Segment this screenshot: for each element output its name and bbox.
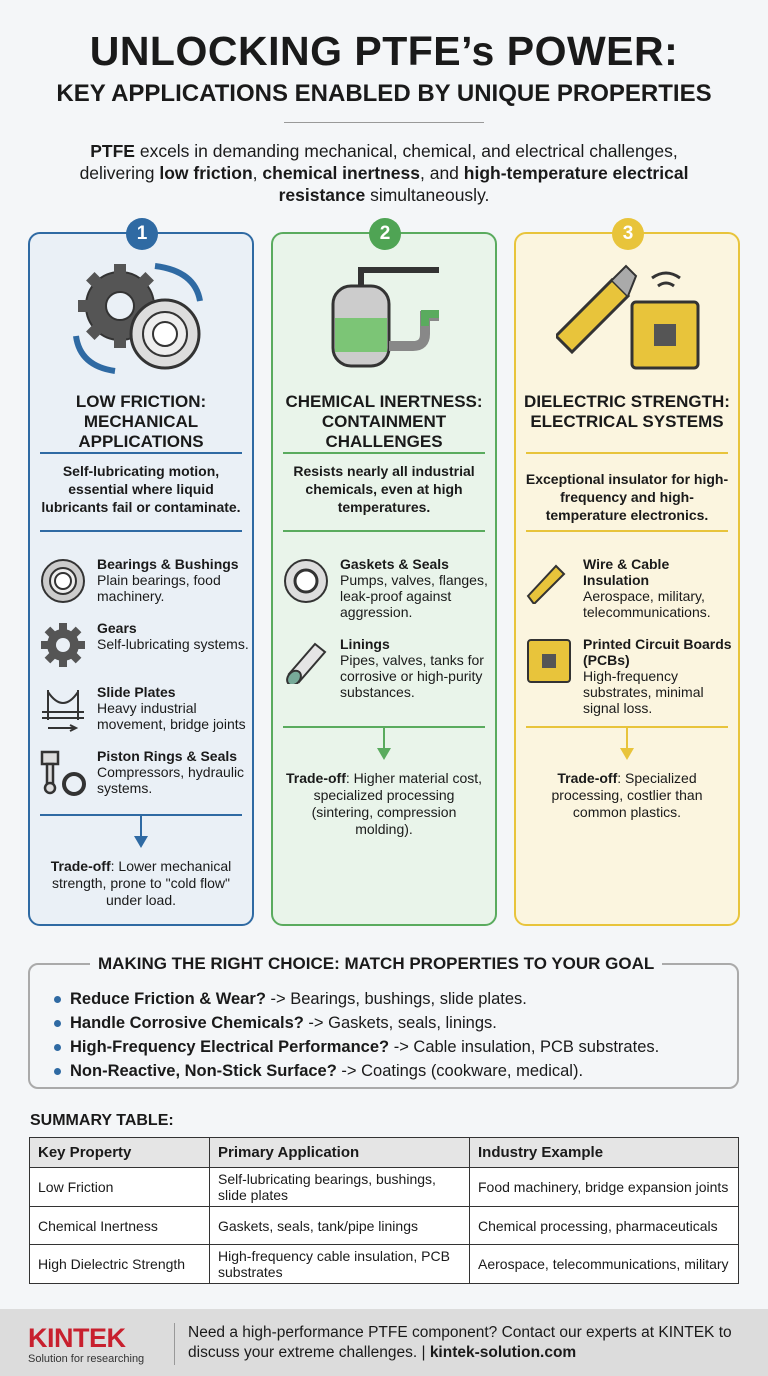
cable-chip-icon (556, 256, 702, 376)
intro-bold: high-temperature electrical resistance (278, 163, 689, 205)
recommendation: -> Coatings (cookware, medical). (336, 1062, 584, 1080)
page-subtitle: KEY APPLICATIONS ENABLED BY UNIQUE PROPERTIES (56, 80, 712, 107)
page-title: UNLOCKING PTFE’s POWER: (89, 28, 679, 74)
item-description: Plain bearings, food machinery. (97, 572, 221, 604)
list-item (70, 1011, 659, 1035)
item-description: Pumps, valves, flanges, leak-proof against aggression. (340, 572, 488, 620)
table-row (30, 1245, 739, 1284)
item-title: Gears (97, 620, 137, 636)
intro-part: excels in demanding mechanical, chemical, and electrical challenges, delivering (79, 141, 678, 183)
table-cell: High-frequency cable insulation, PCB substrates (210, 1245, 470, 1284)
tradeoff-text (40, 858, 242, 909)
divider (40, 530, 242, 532)
pcb-icon (526, 638, 572, 684)
tradeoff-body: : Specialized processing, costlier than common plastics. (551, 770, 703, 820)
card-description: Self-lubricating motion, essential where liquid lubricants fail or contaminate. (41, 463, 241, 515)
gears-bearing-icon (70, 256, 216, 376)
item-title: Wire & Cable Insulation (583, 556, 670, 588)
footer (0, 1309, 768, 1376)
recommendation: -> Cable insulation, PCB substrates. (389, 1038, 660, 1056)
card-title: LOW FRICTION: MECHANICAL APPLICATIONS (75, 392, 207, 451)
intro-text (60, 140, 708, 206)
website-link[interactable]: kintek-solution.com (429, 1344, 577, 1361)
divider (526, 452, 728, 454)
intro-bold: low friction (159, 163, 253, 183)
tradeoff-label: Trade-off (285, 770, 346, 786)
list-item (70, 1035, 659, 1059)
table-row (30, 1207, 739, 1245)
summary-table (29, 1137, 739, 1284)
arrow-down-icon (626, 728, 628, 750)
footer-message (188, 1323, 758, 1363)
arrow-head-icon (134, 836, 148, 848)
item-title: Bearings & Bushings (97, 556, 239, 572)
column-header: Industry Example (470, 1138, 739, 1168)
divider (40, 452, 242, 454)
recommendation: -> Gaskets, seals, linings. (303, 1014, 497, 1032)
table-header (30, 1138, 739, 1168)
intro-part: simultaneously. (365, 185, 490, 205)
arrow-down-icon (383, 728, 385, 750)
intro-bold: chemical inertness (262, 163, 420, 183)
table-cell: Self-lubricating bearings, bushings, slide plates (210, 1168, 470, 1207)
arrow-down-icon (140, 816, 142, 838)
goal: Handle Corrosive Chemicals? (70, 1014, 304, 1032)
table-cell: Aerospace, telecommunications, military (470, 1245, 739, 1284)
table-row (30, 1168, 739, 1207)
table-cell: Chemical Inertness (30, 1207, 210, 1245)
footer-text: Need a high-performance PTFE component? Contact our experts at KINTEK to discuss your extreme challenges. | (188, 1324, 732, 1361)
piston-icon (40, 750, 86, 796)
table-cell: High Dielectric Strength (30, 1245, 210, 1284)
choice-list (70, 987, 659, 1083)
item-description: Self-lubricating systems. (97, 636, 249, 652)
goal: High-Frequency Electrical Performance? (70, 1038, 390, 1056)
item-description: Pipes, valves, tanks for corrosive or high-purity substances. (340, 652, 484, 700)
divider (174, 1323, 175, 1365)
divider (526, 530, 728, 532)
tradeoff-body: : Higher material cost, specialized processing (sintering, compression molding). (311, 770, 483, 837)
gasket-icon (283, 558, 329, 604)
tradeoff-label: Trade-off (50, 858, 111, 874)
summary-label: SUMMARY TABLE: (30, 1112, 174, 1129)
divider (283, 530, 485, 532)
table-cell: Chemical processing, pharmaceuticals (470, 1207, 739, 1245)
item-title: Linings (340, 636, 390, 652)
item-description: High-frequency substrates, minimal signal loss. (583, 668, 704, 716)
intro-part: , and (419, 163, 464, 183)
arrow-head-icon (620, 748, 634, 760)
card-title: DIELECTRIC STRENGTH: ELECTRICAL SYSTEMS (524, 392, 730, 431)
chemical-tank-icon (313, 256, 459, 376)
tradeoff-text (526, 770, 728, 821)
card-low-friction (28, 223, 254, 926)
bridge-icon (40, 686, 86, 732)
card-number: 1 (126, 218, 158, 250)
table-cell: Gaskets, seals, tank/pipe linings (210, 1207, 470, 1245)
item-description: Aerospace, military, telecommunications. (583, 588, 711, 620)
bearing-icon (40, 558, 86, 604)
gear-icon (40, 622, 86, 668)
choice-box (28, 954, 739, 1089)
choice-title: MAKING THE RIGHT CHOICE: MATCH PROPERTIES TO YOUR GOAL (90, 954, 662, 974)
tradeoff-body: : Lower mechanical strength, prone to "cold flow" under load. (51, 858, 232, 908)
item-description: Heavy industrial movement, bridge joints (97, 700, 246, 732)
table-cell: Low Friction (30, 1168, 210, 1207)
intro-part: , (252, 163, 263, 183)
arrow-head-icon (377, 748, 391, 760)
goal: Non-Reactive, Non-Stick Surface? (70, 1062, 337, 1080)
tradeoff-label: Trade-off (557, 770, 618, 786)
item-title: Gaskets & Seals (340, 556, 449, 572)
divider (284, 122, 484, 123)
column-header: Primary Application (210, 1138, 470, 1168)
card-title: CHEMICAL INERTNESS: CONTAINMENT CHALLENGES (285, 392, 483, 451)
logo-tagline: Solution for researching (28, 1353, 145, 1365)
cable-icon (526, 558, 572, 604)
card-number: 3 (612, 218, 644, 250)
item-title: Piston Rings & Seals (97, 748, 238, 764)
card-description: Resists nearly all industrial chemicals, even at high temperatures. (293, 463, 475, 515)
divider (283, 452, 485, 454)
card-dielectric-strength (514, 223, 740, 926)
card-number: 2 (369, 218, 401, 250)
item-title: Printed Circuit Boards (PCBs) (583, 636, 732, 668)
column-header: Key Property (30, 1138, 210, 1168)
list-item (70, 987, 659, 1011)
pipe-icon (283, 638, 329, 684)
list-item (70, 1059, 659, 1083)
card-description: Exceptional insulator for high-frequency and high-temperature electronics. (525, 471, 729, 523)
intro-bold: PTFE (90, 141, 135, 161)
item-title: Slide Plates (97, 684, 176, 700)
card-chemical-inertness (271, 223, 497, 926)
recommendation: -> Bearings, bushings, slide plates. (265, 990, 527, 1008)
goal: Reduce Friction & Wear? (70, 990, 266, 1008)
tradeoff-text (283, 770, 485, 838)
kintek-logo: KINTEK (28, 1323, 126, 1353)
item-description: Compressors, hydraulic systems. (97, 764, 245, 796)
table-cell: Food machinery, bridge expansion joints (470, 1168, 739, 1207)
